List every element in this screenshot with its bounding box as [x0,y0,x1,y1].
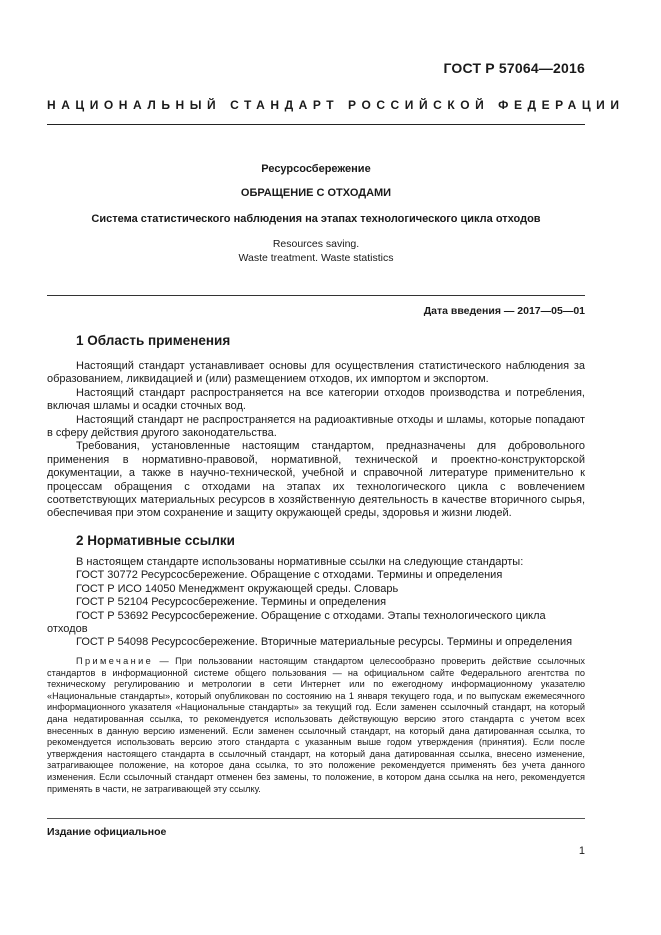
section-2-heading: 2 Нормативные ссылки [76,533,235,548]
edition-label: Издание официальное [47,826,167,838]
ref-line: В настоящем стандарте использованы нормативные ссылки на следующие стандарты: [76,556,524,568]
section-2-refs [47,556,585,650]
section-1-paragraph: Требования, установленные настоящим стандартом, предназначены для добровольного применения в нормативно-правовой, нормативной, технической и проектно-конструкторской документации, а также в научно-технической, учебной и справочной литературе применительно к процессам обращения с отходами на этапах их технологического цикла с вовлечением соответствующих материальных ресурсов в хозяйственную деятельность в качестве вторичного сырья, обеспечивая при этом сохранение и защиту окружающей среды, здоровья и жизни людей. [47,440,585,520]
note-label: Примечание [76,656,154,666]
section-1-heading: 1 Область применения [76,333,231,348]
page-number: 1 [578,845,585,857]
footer-divider [47,818,585,819]
title-divider [47,295,585,296]
section-1-paragraph: Настоящий стандарт распространяется на все категории отходов производства и потребления, включая шламы и осадки сточных вод. [47,386,585,413]
note-block [47,656,585,795]
title-line-2: ОБРАЩЕНИЕ С ОТХОДАМИ [240,187,392,199]
top-divider [47,124,585,125]
section-1-paragraph: Настоящий стандарт устанавливает основы для осуществления статистического наблюдения за образованием, ликвидацией и (или) размещением отходов, их импортом и экспортом. [47,360,585,386]
title-en-2: Waste treatment. Waste statistics [238,252,394,264]
ref-line: ГОСТ Р 54098 Ресурсосбережение. Вторичные материальные ресурсы. Термины и определения [76,636,573,649]
ref-line: ГОСТ Р 53692 Ресурсосбережение. Обращение с отходами. Этапы технологического цикла отходов [47,609,546,636]
ref-line: ГОСТ Р ИСО 14050 Менеджмент окружающей среды. Словарь [76,582,399,595]
section-1-paragraph: Настоящий стандарт не распространяется на радиоактивные отходы и шламы, которые попадают в сферу действия другого законодательства. [47,413,585,440]
intro-date: Дата введения — 2017—05—01 [423,305,585,317]
ref-line: ГОСТ Р 52104 Ресурсосбережение. Термины и определения [76,596,387,609]
title-line-1: Ресурсосбережение [261,163,371,175]
title-line-3: Система статистического наблюдения на этапах технологического цикла отходов [91,213,541,225]
note-text: — При пользовании настоящим стандартом целесообразно проверить действие ссылочных стандартов в информационной системе общего пользования — на официальном сайте Федерального агентства по техническому регулированию и метрологии в сети Интернет или по ежегодному информационному указателю «Национальные стандарты», который опубликован по состоянию на 1 января текущего года, и по выпускам ежемесячного информационного указателя «Национальные стандарты» за текущий год. Если заменен ссылочный стандарт, на который дана недатированная ссылка, то рекомендуется использовать действующую версию этого стандарта с учетом всех внесенных в данную версию изменений. Если заменен ссылочный стандарт, на который дана датированная ссылка, то рекомендуется использовать версию этого стандарта с указанным выше годом утверждения (принятия). Если после утверждения настоящего стандарта в ссылочный стандарт, на который дана датированная ссылка, внесено изменение, затрагивающее положение, на которое дана ссылка, то это положение рекомендуется применять без учета данного изменения. Если ссылочный стандарт отменен без замены, то положение, в котором дана ссылка на него, рекомендуется применять в части, не затрагивающей эту ссылку. [47,656,585,794]
national-standard-banner: НАЦИОНАЛЬНЫЙ СТАНДАРТ РОССИЙСКОЙ ФЕДЕРАЦИИ [47,98,625,112]
title-en-1: Resources saving. [272,238,360,250]
ref-line: ГОСТ 30772 Ресурсосбережение. Обращение с отходами. Термины и определения [76,569,503,582]
gost-code: ГОСТ Р 57064—2016 [443,60,585,76]
section-1-body [47,360,585,521]
